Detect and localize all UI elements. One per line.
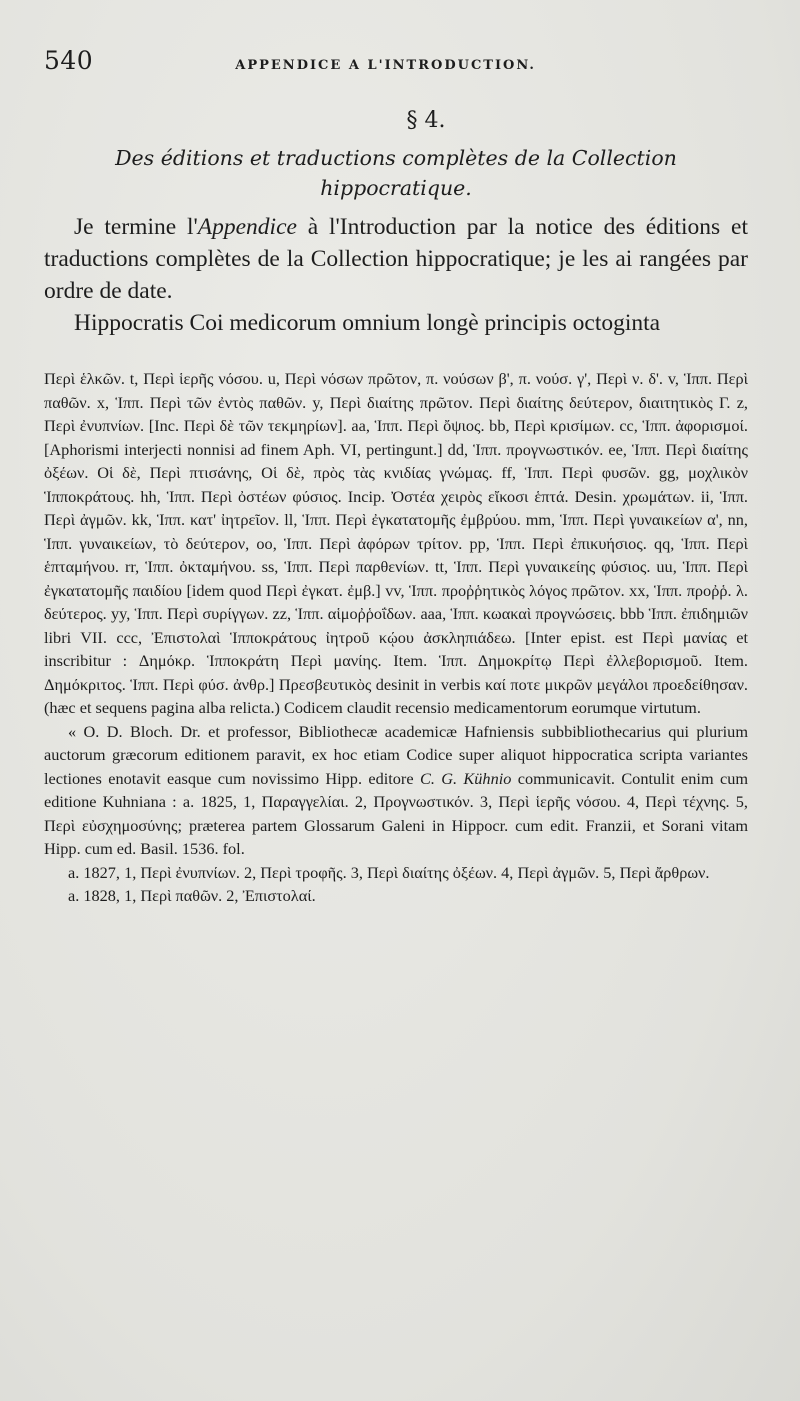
entry-1827: a. 1827, 1, Περὶ ἐνυπνίων. 2, Περὶ τροφῆς. 3, Περὶ διαίτης ὀξέων. 4, Περὶ ἀγμῶν. 5, Περὶ ἄρθρων. (68, 862, 710, 882)
running-title: APPENDICE A L'INTRODUCTION. (235, 58, 536, 73)
bloch-text-start: « O. D. Bloch. Dr. et professor, Bibliothecæ academicæ Hafniensis subbibliothecarius qui plurium auctorum græcorum editionem paravit, ex hoc etiam Codice super aliquot hippocratica scripta variantes lectiones enotavit easque cum novissimo Hipp. editore (44, 721, 748, 788)
page-number: 540 (44, 46, 94, 75)
running-head (44, 46, 748, 86)
section-title: Des éditions et traductions complètes de la Collection hippocratique. (115, 146, 677, 200)
section-number: § 4. (406, 108, 446, 133)
intro-italic-term: Appendice (197, 214, 297, 240)
entry-1828: a. 1828, 1, Περὶ παθῶν. 2, Ἐπιστολαί. (68, 886, 316, 905)
intro-paragraph (44, 211, 748, 307)
intro-text-end: à l'Introduction par la notice des éditions et traductions complètes de la Collection hippocratique; je les ai rangées par ordre de date. (44, 214, 748, 304)
bloch-paragraph (44, 720, 748, 861)
manuscript-contents-paragraph: Περὶ ἑλκῶν. t, Περὶ ἱερῆς νόσου. u, Περὶ νόσων πρῶτον, π. νούσων β', π. νούσ. γ', Περὶ ν. δ'. v, Ἱππ. Περὶ παθῶν. x, Ἱππ. Περὶ τῶν ἐντὸς παθῶν. y, Περὶ διαίτης πρῶτον. Περὶ διαίτης δεύτερον, διαιτητικὸς Γ. z, Περὶ ἐνυπνίων. [Inc. Περὶ δὲ τῶν τεκμηρίων]. aa, Ἱππ. Περὶ ὄψιος. bb, Περὶ κρισίμων. cc, Ἱππ. ἀφορισμοί. [Aphorismi interjecti nonnisi ad finem Aph. VI, pertingunt.] dd, Ἱππ. προγνωστικόν. ee, Ἱππ. Περὶ διαίτης ὀξέων. Οἱ δὲ, Περὶ πτισάνης, Οἱ δὲ, πρὸς τὰς κνιδίας γνώμας. ff, Ἱππ. Περὶ φυσῶν. gg, μοχλικὸν Ἱπποκράτους. hh, Ἱππ. Περὶ ὀστέων φύσιος. Incip. Ὀστέα χειρὸς εἴκοσι ἑπτά. Desin. χρωμάτων. ii, Ἱππ. Περὶ ἀγμῶν. kk, Ἱππ. κατ' ἰητρεῖον. ll, Ἱππ. Περὶ ἐγκατατομῆς ἐμβρύου. mm, Ἱππ. Περὶ γυναικείων α', nn, Ἱππ. γυναικείων, τὸ δεύτερον, oo, Ἱππ. Περὶ ἀφόρων τρίτον. pp, Ἱππ. Περὶ ἐπικυήσιος. qq, Ἱππ. Περὶ ἑπταμήνου. rr, Ἱππ. ὀκταμήνου. ss, Ἱππ. Περὶ παρθενίων. tt, Ἱππ. Περὶ γυναικείης φύσιος. uu, Ἱππ. Περὶ ἐγκατατομῆς παιδίου [idem quod Περὶ ἐγκατ. ἐμβ.] vv, Ἱππ. προῤῥητικὸς λόγος πρῶτον. xx, Ἱππ. προῤῥ. λ. δεύτερος. yy, Ἱππ. Περὶ συρίγγων. zz, Ἱππ. αἱμοῤῥοΐδων. aaa, Ἱππ. κωακαὶ προγνώσεις. bbb Ἱππ. ἐπιδημιῶν libri VII. ccc, Ἐπιστολαὶ Ἱπποκράτους ἰητροῦ κῴου ἀσκληπιάδεω. [Inter epist. est Περὶ μανίας et inscribitur : Δημόκρ. Ἱπποκράτη Περὶ μανίης. Item. Ἱππ. Δημοκρίτῳ Περὶ ἐλλεβορισμοῦ. Item. Δημόκριτος. Ἱππ. Περὶ φύσ. ἀνθρ.] Πρεσβευτικὸς desinit in verbis καί ποτε μικρῶν μεγάλοι προεδείθησαν. (hæc et sequens pagina alba relicta.) Codicem claudit recensio medicamentorum eorumque virtutum. (44, 369, 748, 717)
editor-name: C. G. Kühnio (419, 768, 512, 788)
intro-text-start: Je termine l' (74, 214, 198, 240)
bloch-text-end: communicavit. Contulit enim cum editione Kuhniana : a. 1825, 1, Παραγγελίαι. 2, Προγνωστικόν. 3, Περὶ ἱερῆς νόσου. 4, Περὶ τέχνης. 5, Περὶ εὐσχημοσύνης; præterea partem Glossarum Galeni in Hippocr. cum edit. Franzii, et Sorani vitam Hipp. cum ed. Basil. 1536. fol. (44, 768, 749, 858)
intro-title-line: Hippocratis Coi medicorum omnium longè principis octoginta (74, 310, 661, 336)
